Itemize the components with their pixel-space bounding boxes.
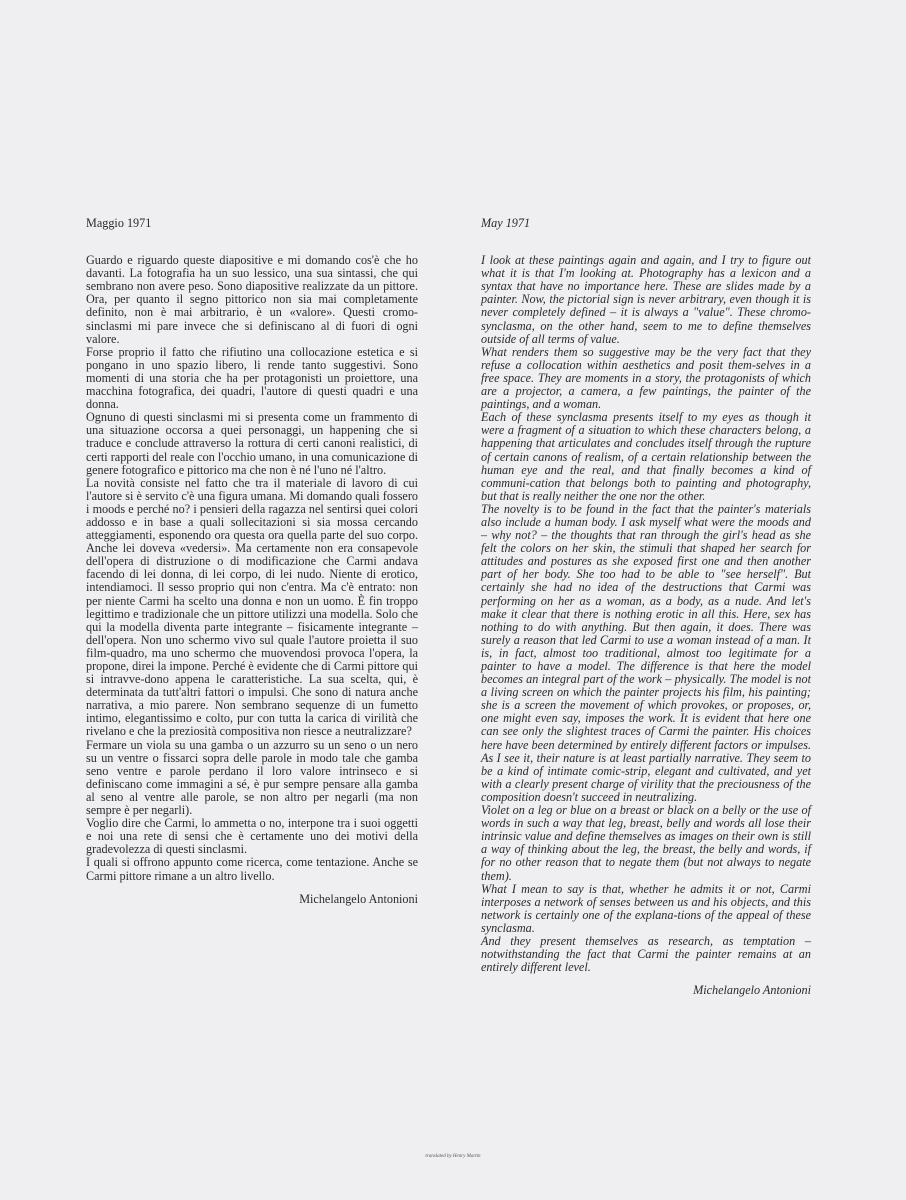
english-date: May 1971 <box>481 216 531 230</box>
english-paragraph-2: What renders them so suggestive may be the very fact that they refuse a collocation within aesthetics and posit them-selves in a free space. They are moments in a story, the protagonists of which are a projector, a camera, a few paintings, the painter of the paintings, and a woman. <box>481 344 811 412</box>
english-paragraph-3: Each of these synclasma presents itself to my eyes as though it were a fragment of a situation to which these characters belong, a happening that articulates and concludes itself through the rupture of certain canons of realism, of a certain relationship between the human eye and the real, and that finally becomes a kind of communi-cation that belongs both to painting and photography, but that is really neither the one nor the other. <box>481 410 811 503</box>
english-paragraph-7: And they present themselves as research, as temptation – notwithstanding the fact that Carmi the painter remains at an entirely different level. <box>481 933 811 975</box>
italian-paragraph-6: Voglio dire che Carmi, lo ammetta o no, interpone tra i suoi oggetti e noi una rete di sensi che è certamente uno dei motivi della gradevolezza di questi sinclasmi. <box>86 816 418 857</box>
italian-paragraph-2: Forse proprio il fatto che rifiutino una collocazione estetica e si pongano in uno spazio libero, li rende tanto suggestivi. Sono momenti di una storia che ha per protagonisti un proiettore, una macchina fotografica, dei quadri, l'autore di questi quadri e una donna. <box>86 344 418 412</box>
italian-column <box>86 217 418 906</box>
italian-paragraph-4: La novità consiste nel fatto che tra il materiale di lavoro di cui l'autore si è servito c'è una figura umana. Mi domando quali fossero i moods e perché no? i pensieri della ragazza nel sentirsi quei colori addosso e in base a quali sollecitazioni si sia mossa cercando atteggiamenti, esponendo ora questa ora quella parte del suo corpo. Anche lei doveva «vedersi». Ma certamente non era consapevole dell'opera di distruzione o di modificazione che Carmi andava facendo di lei donna, di lei corpo, di lei nudo. Niente di erotico, intendiamoci. Il sesso proprio qui non c'entra. Ma c'è entrato: non per niente Carmi ha scelto una donna e non un uomo. È fin troppo legittimo e tradizionale che un pittore utilizzi una modella. Solo che qui la modella diventa parte integrante – fisicamente integrante – dell'opera. Non uno schermo vivo sul quale l'autore proietta il suo film-quadro, ma uno schermo che muovendosi provoca l'opera, la propone, direi la impone. Perché è evidente che di Carmi pittore qui si intravve-dono appena le caratteristiche. La sua scelta, qui, è determinata da tutt'altri fattori o impulsi. Che sono di natura anche narrativa, a mio parere. Non sembrano sequenze di un fumetto intimo, elegantissimo e colto, pur con tutta la carica di virilità che rivelano e che la preziosità compositiva non riesce a neutralizzare? <box>86 475 418 739</box>
english-paragraph-5: Violet on a leg or blue on a breast or black on a belly or the use of words in such a way that leg, breast, belly and words all lose their intrinsic value and define themselves as images on their own is still a way of thinking about the leg, the breast, the belly and words, if for no other reason that to negate them (but not always to negate them). <box>481 803 811 883</box>
english-column <box>481 217 811 997</box>
english-signature: Michelangelo Antonioni <box>693 983 811 998</box>
translator-credit: translated by Henry Martin <box>425 1154 481 1159</box>
italian-paragraph-3: Ognuno di questi sinclasmi mi si presenta come un frammento di una situazione occorsa a quei personaggi, un happening che si traduce e conclude attraverso la rottura di certi canoni realistici, di certi rapporti del reale con l'occhio umano, in una comunicazione di genere fotografico e pittorico ma che non è né l'uno né l'altro. <box>86 410 418 477</box>
italian-date: Maggio 1971 <box>86 216 152 230</box>
italian-paragraph-7: I quali si offrono appunto come ricerca, come tentazione. Anche se Carmi pittore rimane a un altro livello. <box>86 855 418 883</box>
italian-paragraph-5: Fermare un viola su una gamba o un azzurro su un seno o un nero su un ventre o fissarci sopra delle parole in modo tale che gamba seno ventre e parole perdano il loro valore intrinseco e si definiscano come immagini a sé, è pur sempre pensare alla gamba al seno al ventre alle parole, se non altro per negarli (ma non sempre è per negarli). <box>86 737 418 818</box>
english-paragraph-6: What I mean to say is that, whether he admits it or not, Carmi interposes a network of senses between us and his objects, and this network is certainly one of the explana-tions of the appeal of these synclasma. <box>481 881 811 935</box>
english-paragraph-4: The novelty is to be found in the fact that the painter's materials also include a human body. I ask myself what were the moods and – why not? – the thoughts that ran through the girl's head as she felt the colors on her skin, the stimuli that shaped her search for attitudes and postures as she exposed first one and then another part of her body. She too had to be able to "see herself". But certainly she had no idea of the destructions that Carmi was performing on her as a woman, as a body, as a nude. And let's make it clear that there is nothing erotic in all this. Here, sex has nothing to do with anything. But then again, it does. There was surely a reason that led Carmi to use a woman instead of a man. It is, in fact, almost too traditional, almost too legitimate for a painter to have a model. The difference is that here the model becomes an integral part of the work – physically. The model is not a living screen on which the painter projects his film, his painting; she is a screen the movement of which provokes, or proposes, or, one might even say, imposes the work. It is evident that here one can see only the slightest traces of Carmi the painter. His choices here have been determined by entirely different factors or impulses. As I see it, their nature is at least partially narrative. They seem to be a kind of intimate comic-strip, elegant and cultivated, and yet with a clearly present charge of virility that the preciousness of the composition doesn't succeed in neutralizing. <box>481 501 811 804</box>
english-paragraph-1: I look at these paintings again and again, and I try to figure out what it is that I'm looking at. Photography has a lexicon and a syntax that have no importance here. These are slides made by a painter. Now, the pictorial sign is never arbitrary, even though it is never completely defined – it is always a "value". These chromo-synclasma, on the other hand, seem to me to define themselves outside of all terms of value. <box>481 253 811 346</box>
italian-signature: Michelangelo Antonioni <box>299 891 418 906</box>
italian-paragraph-1: Guardo e riguardo queste diapositive e mi domando cos'è che ho davanti. La fotografia ha un suo lessico, una sua sintassi, che qui sembrano non avere peso. Sono diapositive realizzate da un pittore. Ora, per quanto il segno pittorico non sia mai completamente definito, non è mai arbitrario, è un «valore». Questi cromo-sinclasmi mi pare invece che si definiscano al di fuori di ogni valore. <box>86 253 418 346</box>
